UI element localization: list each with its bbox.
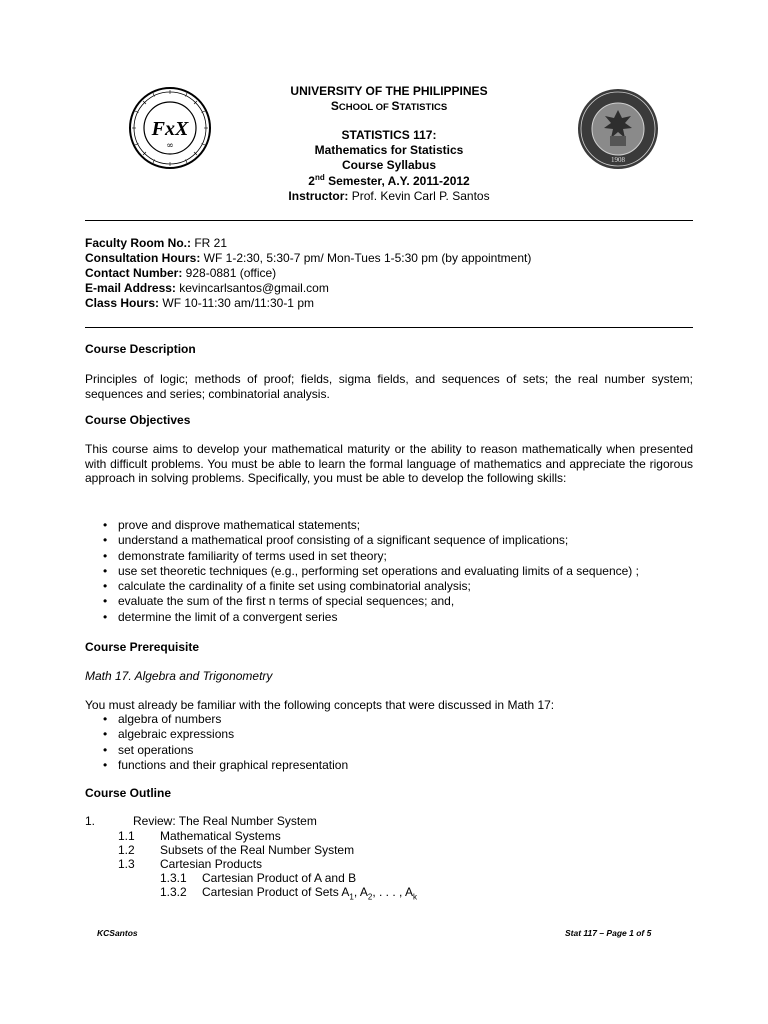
- university-seal: [577, 88, 659, 170]
- school-name: SCHOOL OF STATISTICS: [330, 99, 448, 113]
- course-code: STATISTICS 117:: [341, 128, 437, 142]
- list-item: • use set theoretic techniques (e.g., performing set operations and evaluating limits of a sequence) ;: [85, 564, 639, 579]
- instructor: Instructor: Prof. Kevin Carl P. Santos: [288, 189, 490, 203]
- outline-item-1-2: 1.2 Subsets of the Real Number System: [118, 843, 355, 857]
- list-item: • prove and disprove mathematical statements;: [85, 518, 639, 533]
- seal-monogram: FxX: [151, 118, 189, 140]
- university-name: UNIVERSITY OF THE PHILIPPINES: [290, 84, 488, 98]
- list-item: • understand a mathematical proof consisting of a significant sequence of implications;: [85, 533, 639, 548]
- svg-text:∞: ∞: [166, 141, 174, 151]
- consultation-hours: Consultation Hours: WF 1-2:30, 5:30-7 pm/ Mon-Tues 1-5:30 pm (by appointment): [85, 251, 532, 265]
- list-item: • functions and their graphical representation: [85, 758, 348, 773]
- document-type: Course Syllabus: [341, 158, 437, 172]
- email-address: E-mail Address: kevincarlsantos@gmail.com: [85, 281, 329, 295]
- contact-number: Contact Number: 928-0881 (office): [85, 266, 277, 280]
- list-item: • evaluate the sum of the first n terms of special sequences; and,: [85, 594, 639, 609]
- semester: 2nd Semester, A.Y. 2011-2012: [308, 173, 470, 188]
- prerequisite-course: Math 17. Algebra and Trigonometry: [85, 669, 273, 683]
- seal-year: 1908: [611, 156, 625, 164]
- prerequisite-list: [85, 712, 348, 773]
- course-prerequisite-heading: Course Prerequisite: [85, 640, 200, 654]
- outline-item-1-3-2: 1.3.2 Cartesian Product of Sets $A_1$, $A_2$, . . . , $A_k$: [160, 885, 418, 902]
- list-item: • algebraic expressions: [85, 727, 348, 742]
- course-objectives-heading: Course Objectives: [85, 413, 191, 427]
- divider-bottom: [85, 327, 693, 328]
- outline-item-1-1: 1.1 Mathematical Systems: [118, 829, 281, 843]
- list-item: • algebra of numbers: [85, 712, 348, 727]
- class-hours: Class Hours: WF 10-11:30 am/11:30-1 pm: [85, 296, 314, 310]
- footer-author: KCSantos: [97, 928, 138, 938]
- list-item: • calculate the cardinality of a finite set using combinatorial analysis;: [85, 579, 639, 594]
- list-item: • determine the limit of a convergent series: [85, 610, 639, 625]
- course-description-heading: Course Description: [85, 342, 196, 356]
- outline-item-1-3-1: 1.3.1 Cartesian Product of A and B: [160, 871, 357, 885]
- list-item: • demonstrate familiarity of terms used in set theory;: [85, 549, 639, 564]
- footer-page-number: Stat 117 – Page 1 of 5: [565, 928, 652, 938]
- course-outline-heading: Course Outline: [85, 786, 172, 800]
- course-title: Mathematics for Statistics: [314, 143, 464, 157]
- list-item: • set operations: [85, 743, 348, 758]
- objectives-list: [85, 518, 639, 625]
- course-description-text: Principles of logic; methods of proof; fields, sigma fields, and sequences of sets; the real number system; sequences and series; combinatorial analysis.: [85, 372, 693, 401]
- prerequisite-intro: You must already be familiar with the following concepts that were discussed in Math 17:: [85, 698, 555, 712]
- course-objectives-text: This course aims to develop your mathematical maturity or the ability to reason mathematically when presented with difficult problems. You must be able to learn the formal language of mathematics and appreciate the rigorous approach in solving problems. Specifically, you must be able to develop the following skills:: [85, 442, 693, 486]
- divider-top: [85, 220, 693, 221]
- outline-item-1-3: 1.3 Cartesian Products: [118, 857, 263, 871]
- faculty-room: Faculty Room No.: FR 21: [85, 236, 228, 250]
- outline-item-1: 1. Review: The Real Number System: [85, 814, 317, 828]
